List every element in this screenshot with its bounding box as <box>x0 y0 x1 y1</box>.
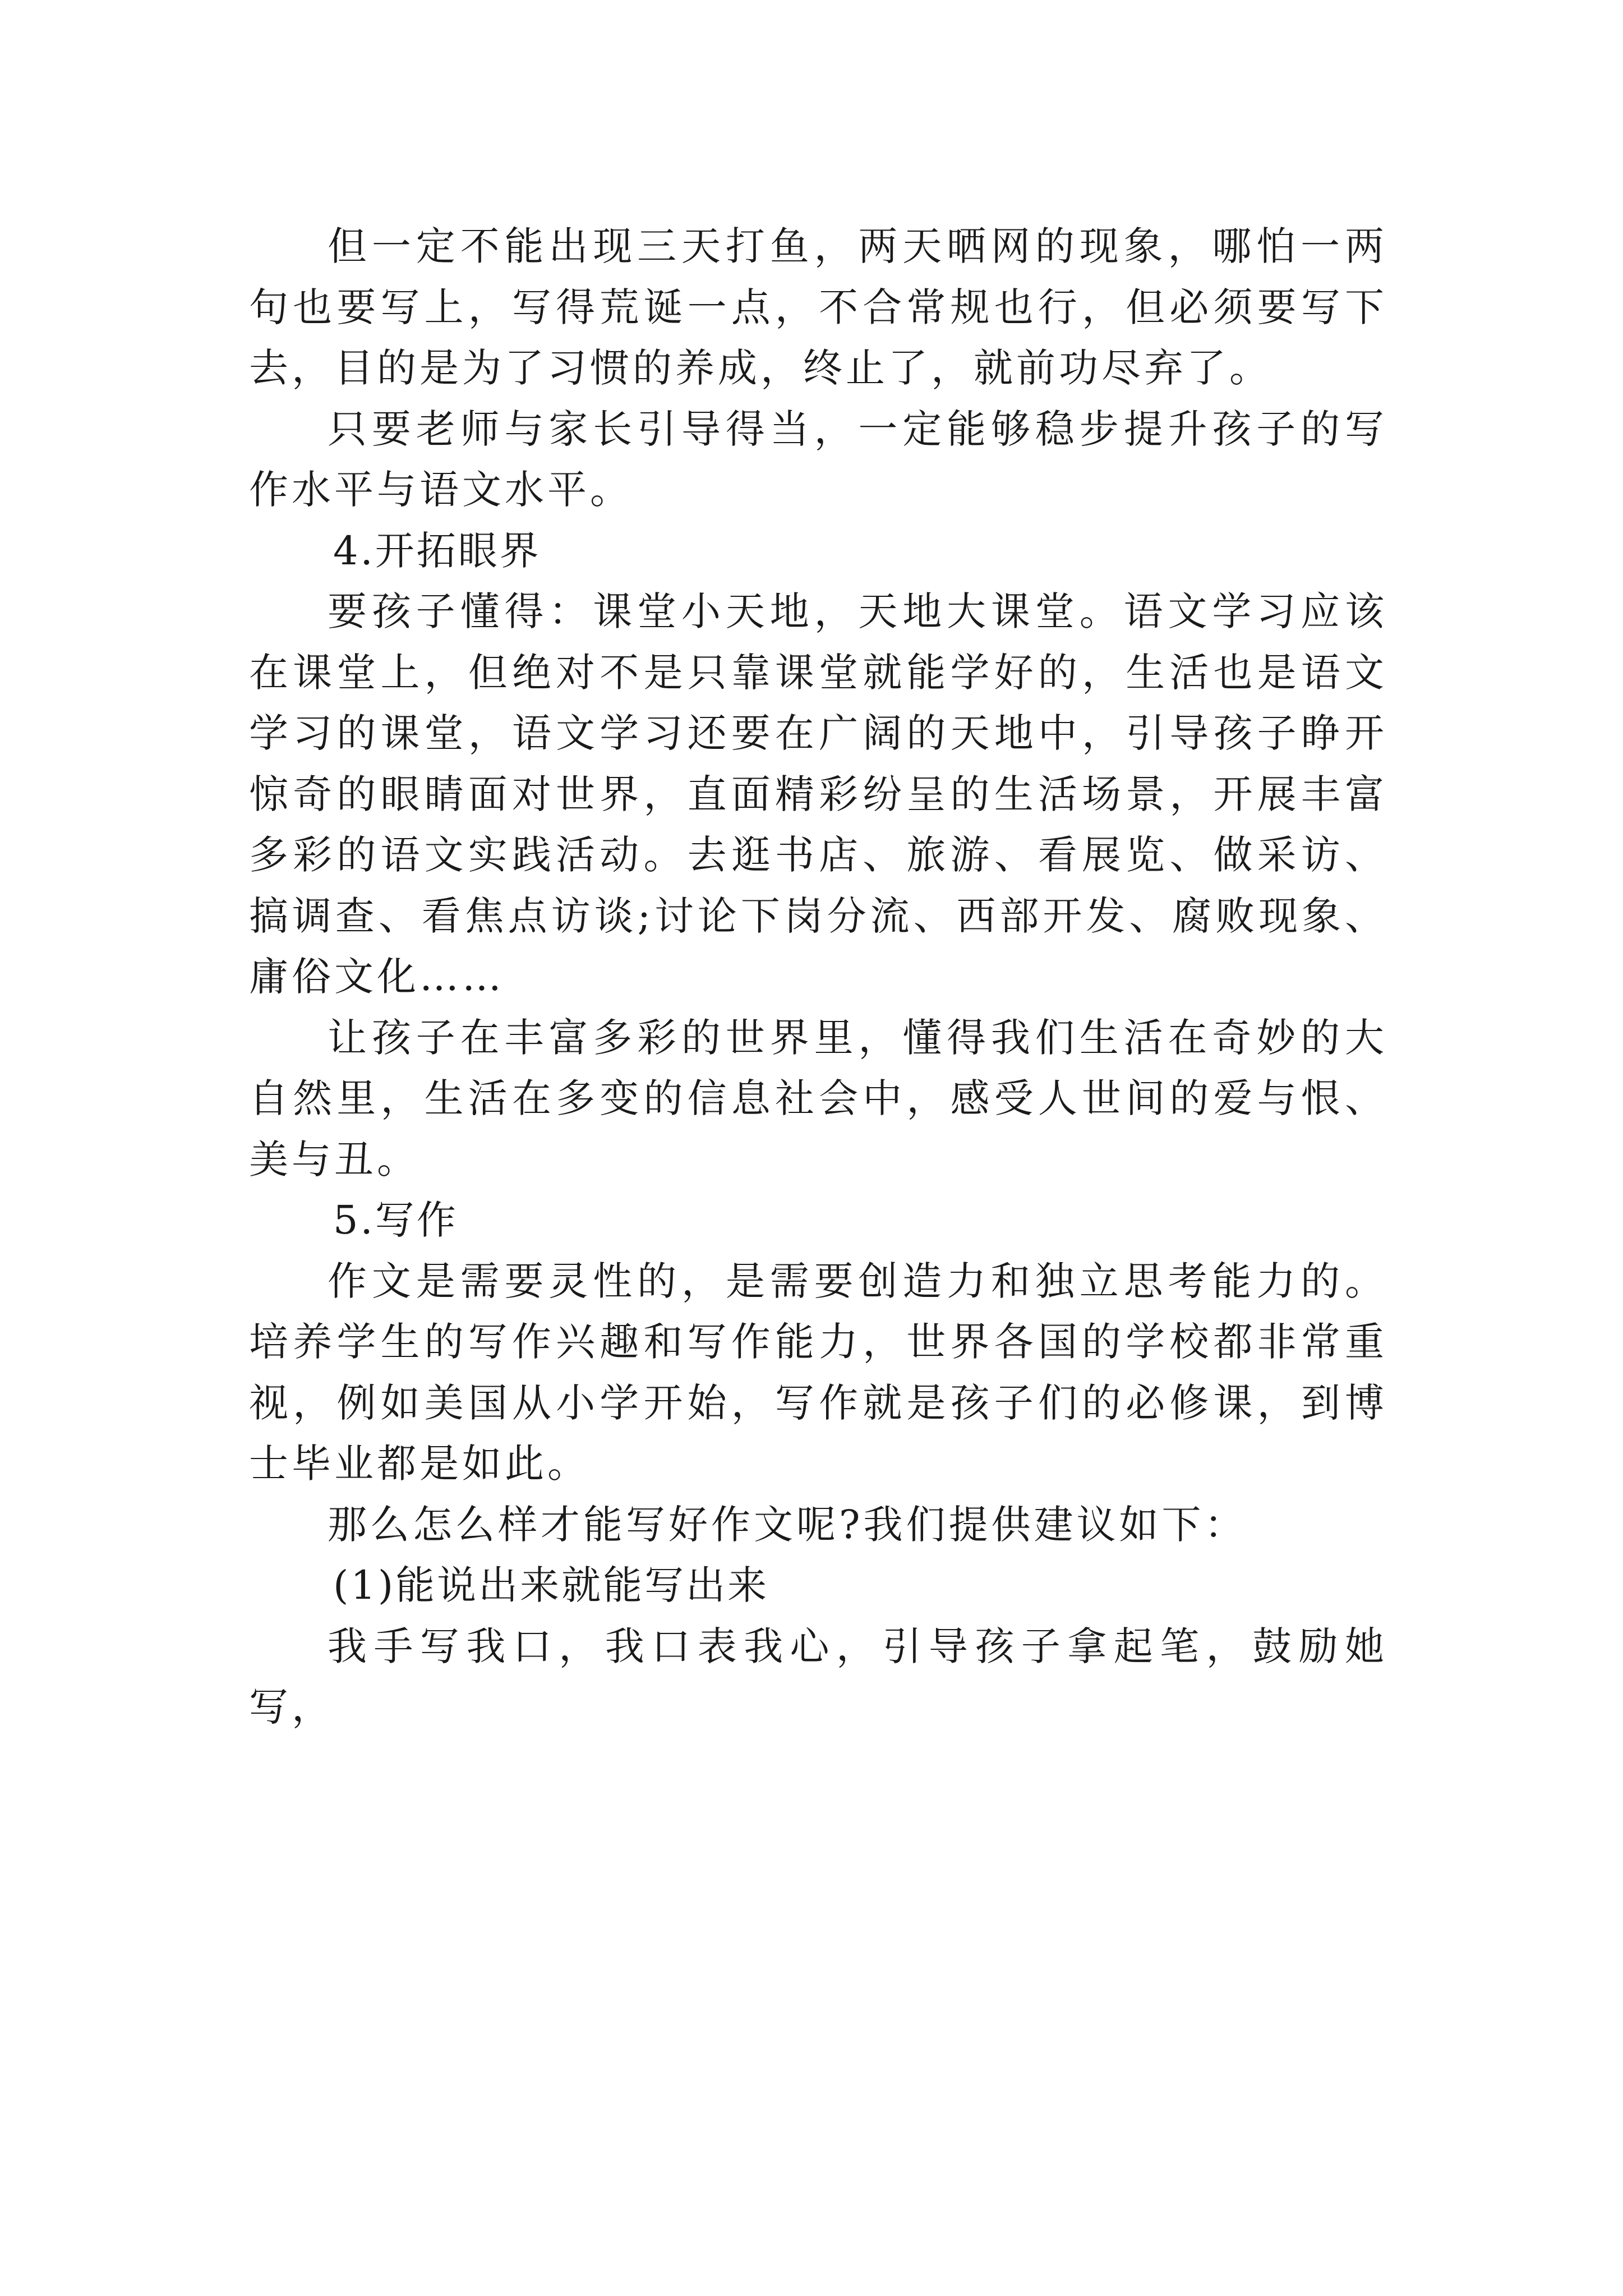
paragraph-suggestions-intro: 那么怎么样才能写好作文呢?我们提供建议如下： <box>328 1501 1247 1548</box>
paragraph-writing-intro: 作文是需要灵性的，是需要创造力和独立思考能力的。培养学生的写作兴趣和写作能力，世界各国的学校都非常重视，例如美国从小学开始，写作就是孩子们的必修课，到博士毕业都是如此。 <box>249 1258 1387 1487</box>
paragraph-classroom-and-life: 要孩子懂得：课堂小天地，天地大课堂。语文学习应该在课堂上，但绝对不是只靠课堂就能学好的，生活也是语文学习的课堂，语文学习还要在广阔的天地中，引导孩子睁开惊奇的眼睛面对世界，直面精彩纷呈的生活场景，开展丰富多彩的语文实践活动。去逛书店、旅游、看展览、做采访、搞调查、看焦点访谈;讨论下岗分流、西部开发、腐败现象、庸俗文化…… <box>249 588 1387 1000</box>
paragraph-write-what-you-say: 我手写我口，我口表我心，引导孩子拿起笔，鼓励她写， <box>249 1623 1387 1730</box>
subheading-speak-then-write: (1)能说出来就能写出来 <box>333 1562 769 1608</box>
paragraph-colorful-world: 让孩子在丰富多彩的世界里，懂得我们生活在奇妙的大自然里，生活在多变的信息社会中，感受人世间的爱与恨、美与丑。 <box>249 1014 1387 1182</box>
section-heading-broaden-horizons: 4.开拓眼界 <box>333 527 541 574</box>
paragraph-habit: 但一定不能出现三天打鱼，两天晒网的现象，哪怕一两句也要写上，写得荒诞一点，不合常规也行，但必须要写下去，目的是为了习惯的养成，终止了，就前功尽弃了。 <box>249 223 1387 391</box>
document-body <box>249 216 1387 1738</box>
section-heading-writing: 5.写作 <box>333 1197 458 1243</box>
paragraph-guidance: 只要老师与家长引导得当，一定能够稳步提升孩子的写作水平与语文水平。 <box>249 406 1387 513</box>
